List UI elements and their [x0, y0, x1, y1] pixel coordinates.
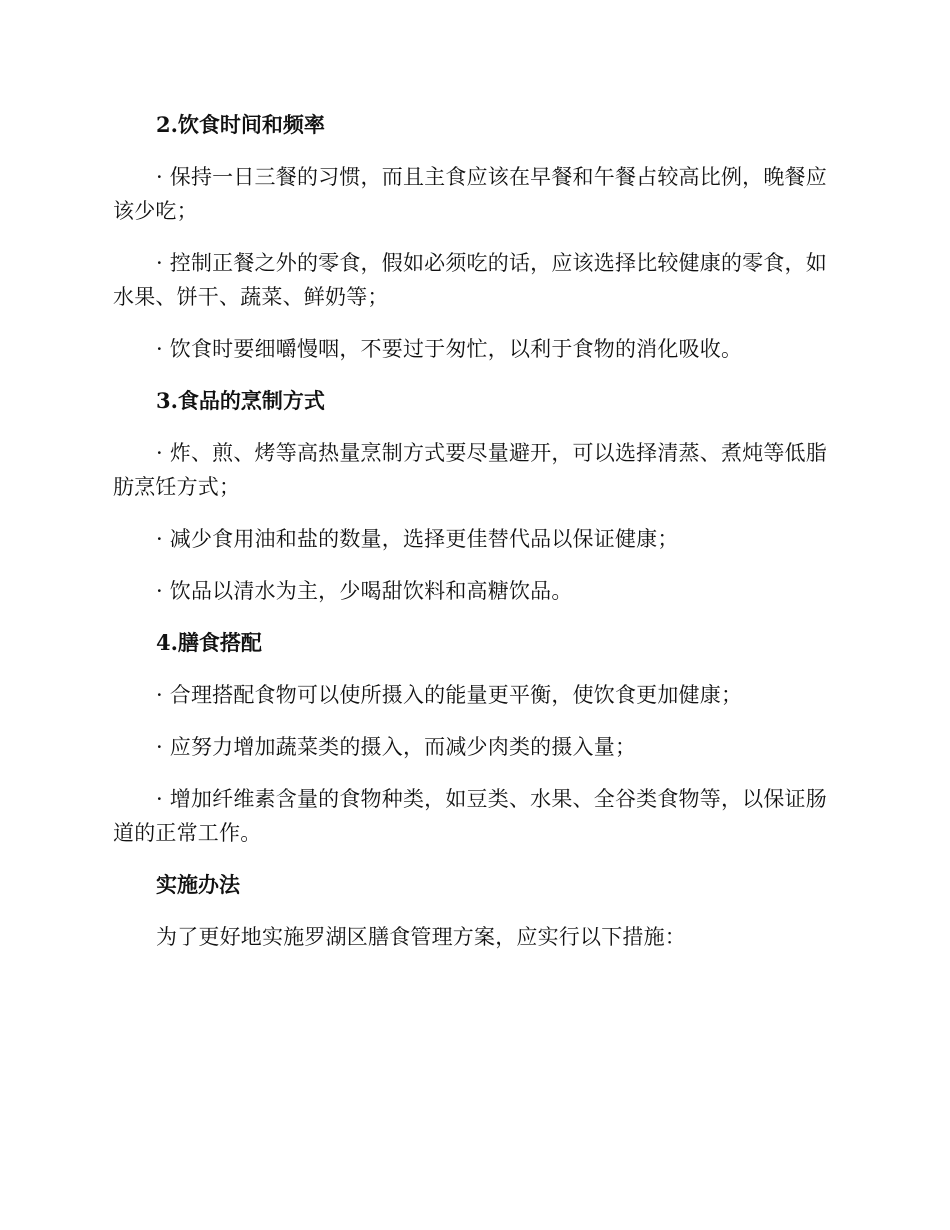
paragraph-snacks: · 控制正餐之外的零食，假如必须吃的话，应该选择比较健康的零食，如水果、饼干、蔬菜、鲜奶等；: [113, 251, 827, 309]
section-heading-implementation: 实施办法: [156, 872, 240, 897]
paragraph-balanced-energy: · 合理搭配食物可以使所摄入的能量更平衡，使饮食更加健康；: [156, 683, 743, 707]
section-heading-cooking-methods: 3.食品的烹制方式: [156, 388, 325, 413]
paragraph-drink-water: · 饮品以清水为主，少喝甜饮料和高糖饮品。: [156, 579, 573, 603]
paragraph-three-meals: · 保持一日三餐的习惯，而且主食应该在早餐和午餐占较高比例，晚餐应该少吃；: [113, 165, 827, 223]
paragraph-chew-slowly: · 饮食时要细嚼慢咽，不要过于匆忙，以利于食物的消化吸收。: [156, 337, 743, 361]
paragraph-implementation-intro: 为了更好地实施罗湖区膳食管理方案，应实行以下措施：: [156, 925, 686, 949]
section-heading-meal-combination: 4.膳食搭配: [156, 630, 262, 655]
paragraph-more-vegetables: · 应努力增加蔬菜类的摄入，而减少肉类的摄入量；: [156, 735, 637, 759]
paragraph-reduce-oil-salt: · 减少食用油和盐的数量，选择更佳替代品以保证健康；: [156, 527, 679, 551]
paragraph-fiber-foods: · 增加纤维素含量的食物种类，如豆类、水果、全谷类食物等，以保证肠道的正常工作。: [113, 787, 827, 845]
paragraph-avoid-frying: · 炸、煎、烤等高热量烹制方式要尽量避开，可以选择清蒸、煮炖等低脂肪烹饪方式；: [113, 441, 827, 499]
section-heading-meal-timing: 2.饮食时间和频率: [156, 112, 325, 137]
document-body: [113, 108, 833, 972]
